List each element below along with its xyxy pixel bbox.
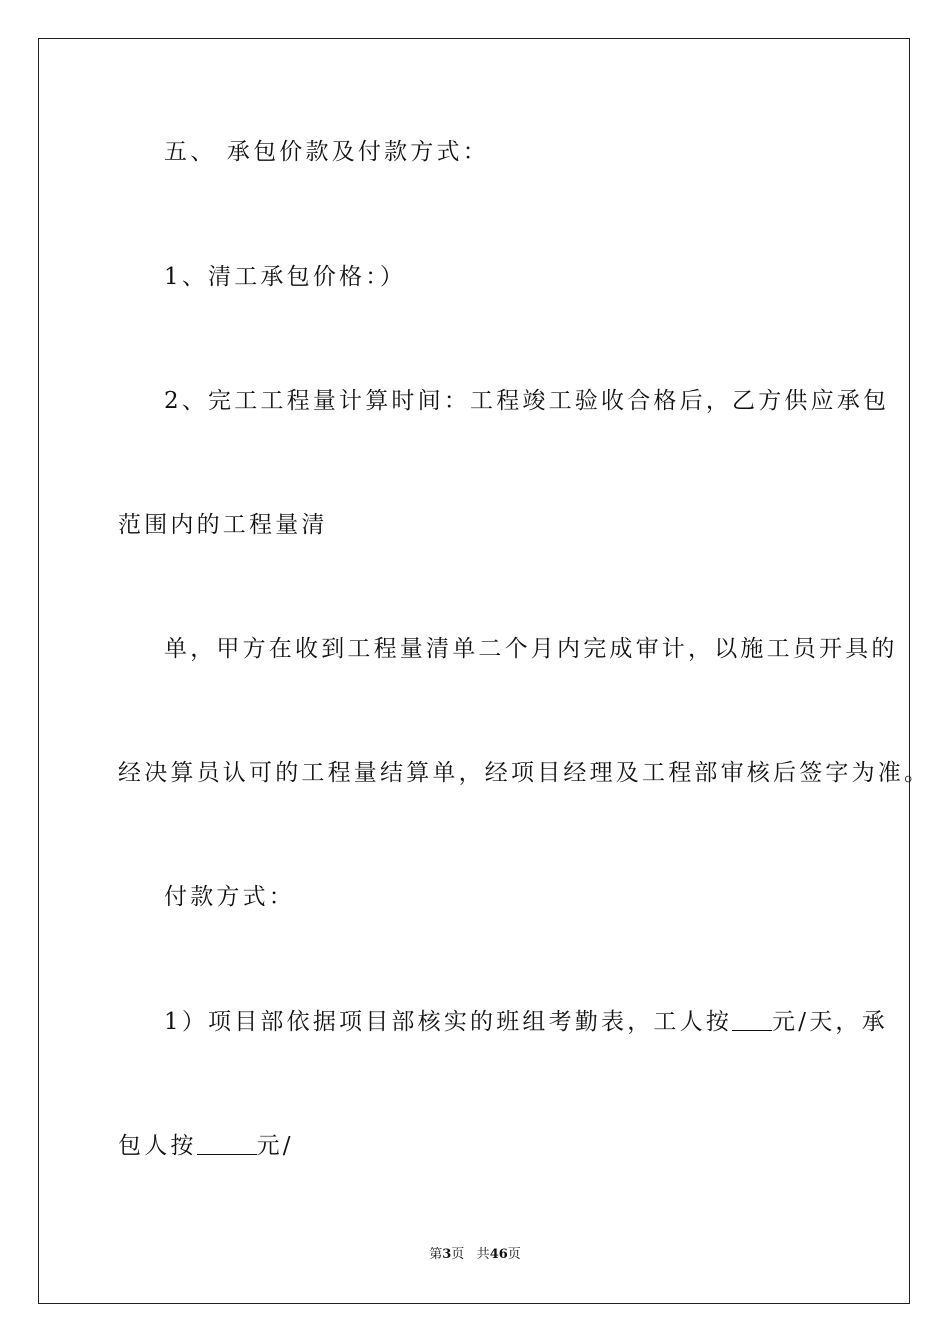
payment-item1-line2 — [118, 1131, 294, 1161]
payment-item1-line1 — [164, 1007, 888, 1037]
payment-item1-text-d: 元/ — [256, 1133, 294, 1159]
page-frame — [38, 38, 910, 1304]
payment-method-heading: 付款方式： — [164, 884, 295, 910]
footer-page-suffix: 页 — [451, 1247, 465, 1262]
section-heading-payment-terms: 五、 承包价款及付款方式： — [164, 139, 489, 165]
paragraph-quantity-time-line1: 2、完工工程量计算时间：工程竣工验收合格后，乙方供应承包 — [164, 388, 890, 414]
page-footer — [0, 1246, 950, 1264]
paragraph-quantity-time-line4: 经决算员认可的工程量结算单，经项目经理及工程部审核后签字为准。 — [118, 760, 931, 786]
footer-total-suffix: 页 — [507, 1247, 521, 1262]
footer-total-pages: 46 — [489, 1247, 508, 1262]
paragraph-labor-price: 1、清工承包价格：） — [164, 264, 407, 290]
payment-item1-text-c: 包人按 — [118, 1133, 197, 1159]
paragraph-quantity-time-line3: 单，甲方在收到工程量清单二个月内完成审计，以施工员开具的 — [164, 636, 898, 662]
footer-page-number: 3 — [442, 1247, 452, 1262]
paragraph-quantity-time-line2: 范围内的工程量清 — [118, 512, 328, 538]
footer-prefix: 第 — [429, 1247, 443, 1262]
daily-wage-blank — [732, 1008, 772, 1031]
payment-item1-text-b: 元/天，承 — [772, 1009, 888, 1035]
contractor-wage-blank — [197, 1132, 257, 1155]
footer-total-prefix: 共 — [476, 1247, 490, 1262]
payment-item1-text-a: 1）项目部依据项目部核实的班组考勤表，工人按 — [164, 1009, 733, 1035]
